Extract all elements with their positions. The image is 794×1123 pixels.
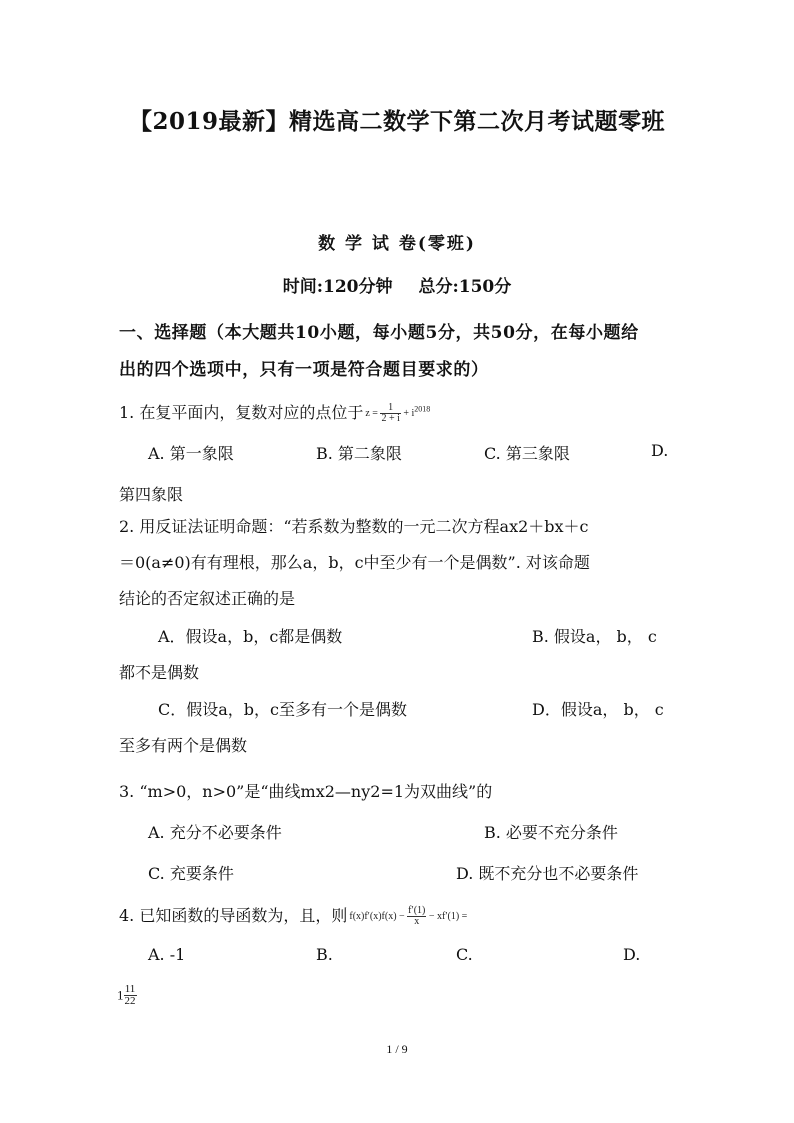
question-2-option-a: A．假设a，b，c都是偶数 (158, 627, 343, 646)
question-2-option-d-tail: 至多有两个是偶数 (119, 736, 248, 755)
section-heading-line2: 出的四个选项中，只有一项是符合题目要求的） (119, 360, 489, 380)
question-4-option-c: C. (456, 945, 473, 964)
exam-subtitle: 数 学 试 卷(零班) (318, 234, 476, 254)
question-4-formula: f(x)f′(x)f(x) − $\frac{f'(1)}{x}$ − xf′(1) = (349, 905, 468, 927)
question-1 (119, 400, 430, 424)
question-1-option-d-label: D. (651, 441, 669, 460)
exam-time: 时间:120分钟 (282, 277, 393, 297)
question-2-option-b-tail: 都不是偶数 (119, 663, 200, 682)
question-1-stem: 1. 在复平面内，复数对应的点位于 (119, 403, 364, 422)
question-4-mixed-number: 1 $\frac{11}{22}$ (117, 983, 136, 1007)
question-4-stem: 4. 已知函数的导函数为，且，则 (119, 906, 348, 925)
document-title: 【2019最新】精选高二数学下第二次月考试题零班 (128, 108, 665, 135)
question-3-option-a: A. 充分不必要条件 (148, 823, 282, 842)
question-2-option-b-head: B. 假设a， b， c (532, 627, 657, 646)
question-4-fraction: $\frac{f'(1)}{x}$ (408, 905, 426, 927)
question-3-option-b: B. 必要不充分条件 (484, 823, 618, 842)
question-1-option-a: A. 第一象限 (148, 444, 234, 463)
question-2-line1: 2. 用反证法证明命题：“若系数为整数的一元二次方程ax2＋bx＋c (119, 517, 589, 536)
question-3-stem: 3. “m>0，n>0”是“曲线mx2—ny2=1为双曲线”的 (119, 782, 493, 801)
question-1-option-d-text: 第四象限 (119, 485, 184, 504)
question-1-fraction: $\frac{1}{2 + i}$ (381, 402, 400, 424)
question-2-option-d-head: D．假设a， b， c (532, 700, 664, 719)
question-2-line3: 结论的否定叙述正确的是 (119, 589, 296, 608)
exam-info (0, 272, 794, 297)
question-1-formula: z = $\frac{1}{2 + i}$ + $i^{2018}$ (365, 402, 431, 424)
question-4-option-b: B. (316, 945, 333, 964)
question-1-option-b: B. 第二象限 (316, 444, 402, 463)
question-4-option-d: D. (623, 945, 641, 964)
question-2-option-c: C．假设a，b，c至多有一个是偶数 (158, 700, 407, 719)
question-2-line2: ＝0(a≠0)有有理根，那么a，b，c中至少有一个是偶数”. 对该命题 (119, 553, 590, 572)
exam-score: 总分:150分 (418, 277, 512, 297)
question-4-mixed-fraction: $\frac{11}{22}$ (124, 983, 136, 1007)
question-1-option-c: C. 第三象限 (484, 444, 570, 463)
question-3-option-d: D. 既不充分也不必要条件 (456, 864, 639, 883)
question-3-option-c: C. 充要条件 (148, 864, 234, 883)
question-4 (119, 903, 467, 927)
question-4-option-a: A. -1 (148, 945, 186, 964)
page-number: 1 / 9 (386, 1042, 408, 1056)
section-heading-line1: 一、选择题（本大题共10小题，每小题5分，共50分，在每小题给 (119, 323, 639, 343)
